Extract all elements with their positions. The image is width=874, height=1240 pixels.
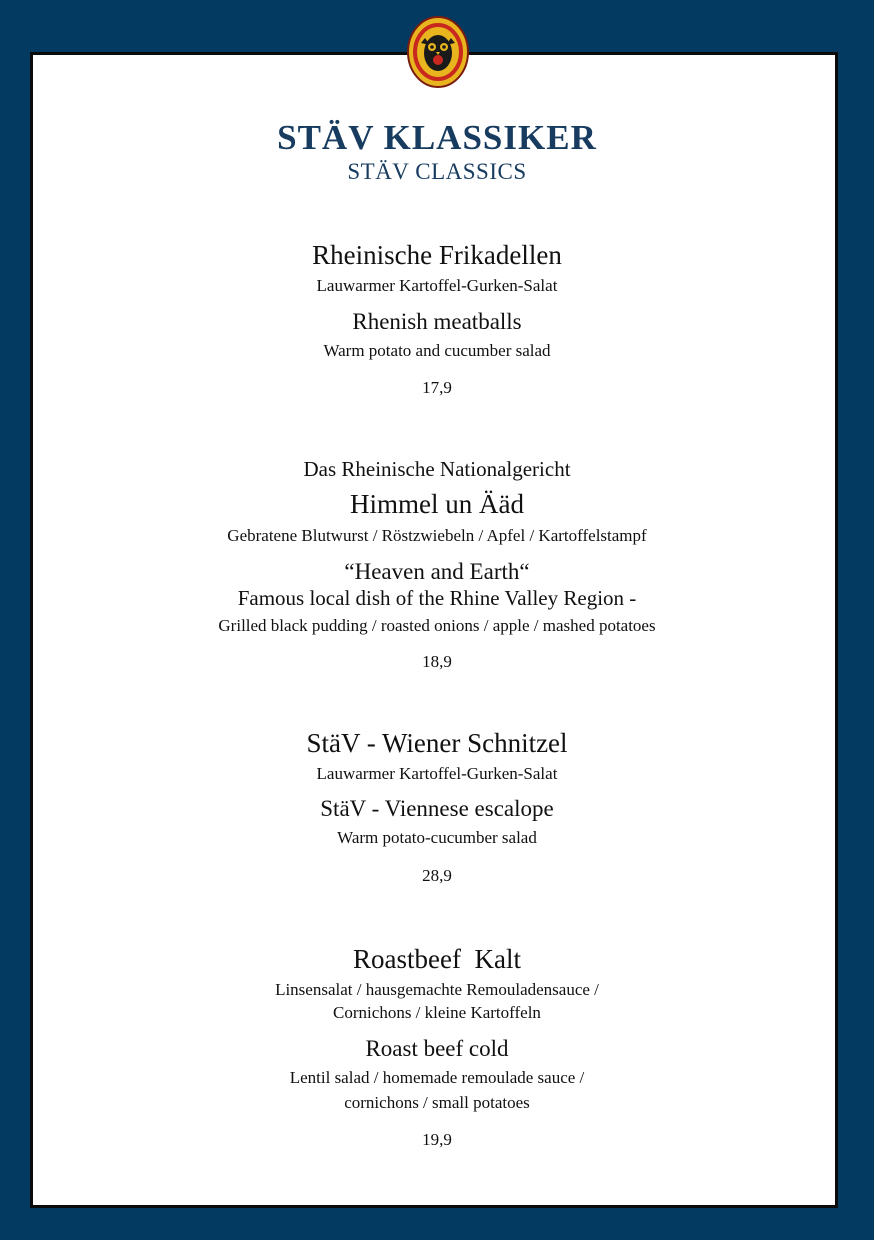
dish-name-en: “Heaven and Earth“ (344, 559, 530, 584)
dish-name-de: Himmel un Ääd (350, 489, 524, 519)
dish-name-de: StäV - Wiener Schnitzel (306, 728, 568, 758)
page-subtitle: STÄV CLASSICS (347, 159, 527, 184)
dish-name-en: Rhenish meatballs (352, 309, 522, 334)
dish-price: 19,9 (422, 1130, 452, 1149)
dish-price: 18,9 (422, 652, 452, 671)
dish-intro-de: Das Rheinische Nationalgericht (303, 457, 571, 481)
dish-description-en: Warm potato and cucumber salad (323, 341, 551, 360)
dish-description-en: Lentil salad / homemade remoulade sauce / (289, 1068, 585, 1087)
dish-price: 17,9 (422, 378, 452, 397)
dish-description-de: Lauwarmer Kartoffel-Gurken-Salat (316, 764, 558, 783)
dish-description-de: Linsensalat / hausgemachte Remouladensauce / (275, 980, 599, 999)
dish-name-en: Roast beef cold (365, 1036, 509, 1061)
dish-description-en: cornichons / small potatoes (344, 1093, 530, 1112)
dish-intro-en: Famous local dish of the Rhine Valley Region - (237, 586, 637, 610)
dish-description-de: Cornichons / kleine Kartoffeln (333, 1003, 541, 1022)
owl-crest-icon (407, 16, 469, 88)
dish-price: 28,9 (422, 866, 452, 885)
page-title: STÄV KLASSIKER (277, 118, 597, 157)
dish-name-de: Rheinische Frikadellen (312, 240, 562, 270)
dish-description-de: Lauwarmer Kartoffel-Gurken-Salat (316, 276, 558, 295)
dish-name-de: Roastbeef Kalt (353, 944, 521, 974)
dish-description-en: Grilled black pudding / roasted onions / apple / mashed potatoes (218, 616, 656, 635)
dish-name-en: StäV - Viennese escalope (320, 796, 554, 821)
dish-description-en: Warm potato-cucumber salad (337, 828, 537, 847)
dish-description-de: Gebratene Blutwurst / Röstzwiebeln / Apfel / Kartoffelstampf (227, 526, 647, 545)
